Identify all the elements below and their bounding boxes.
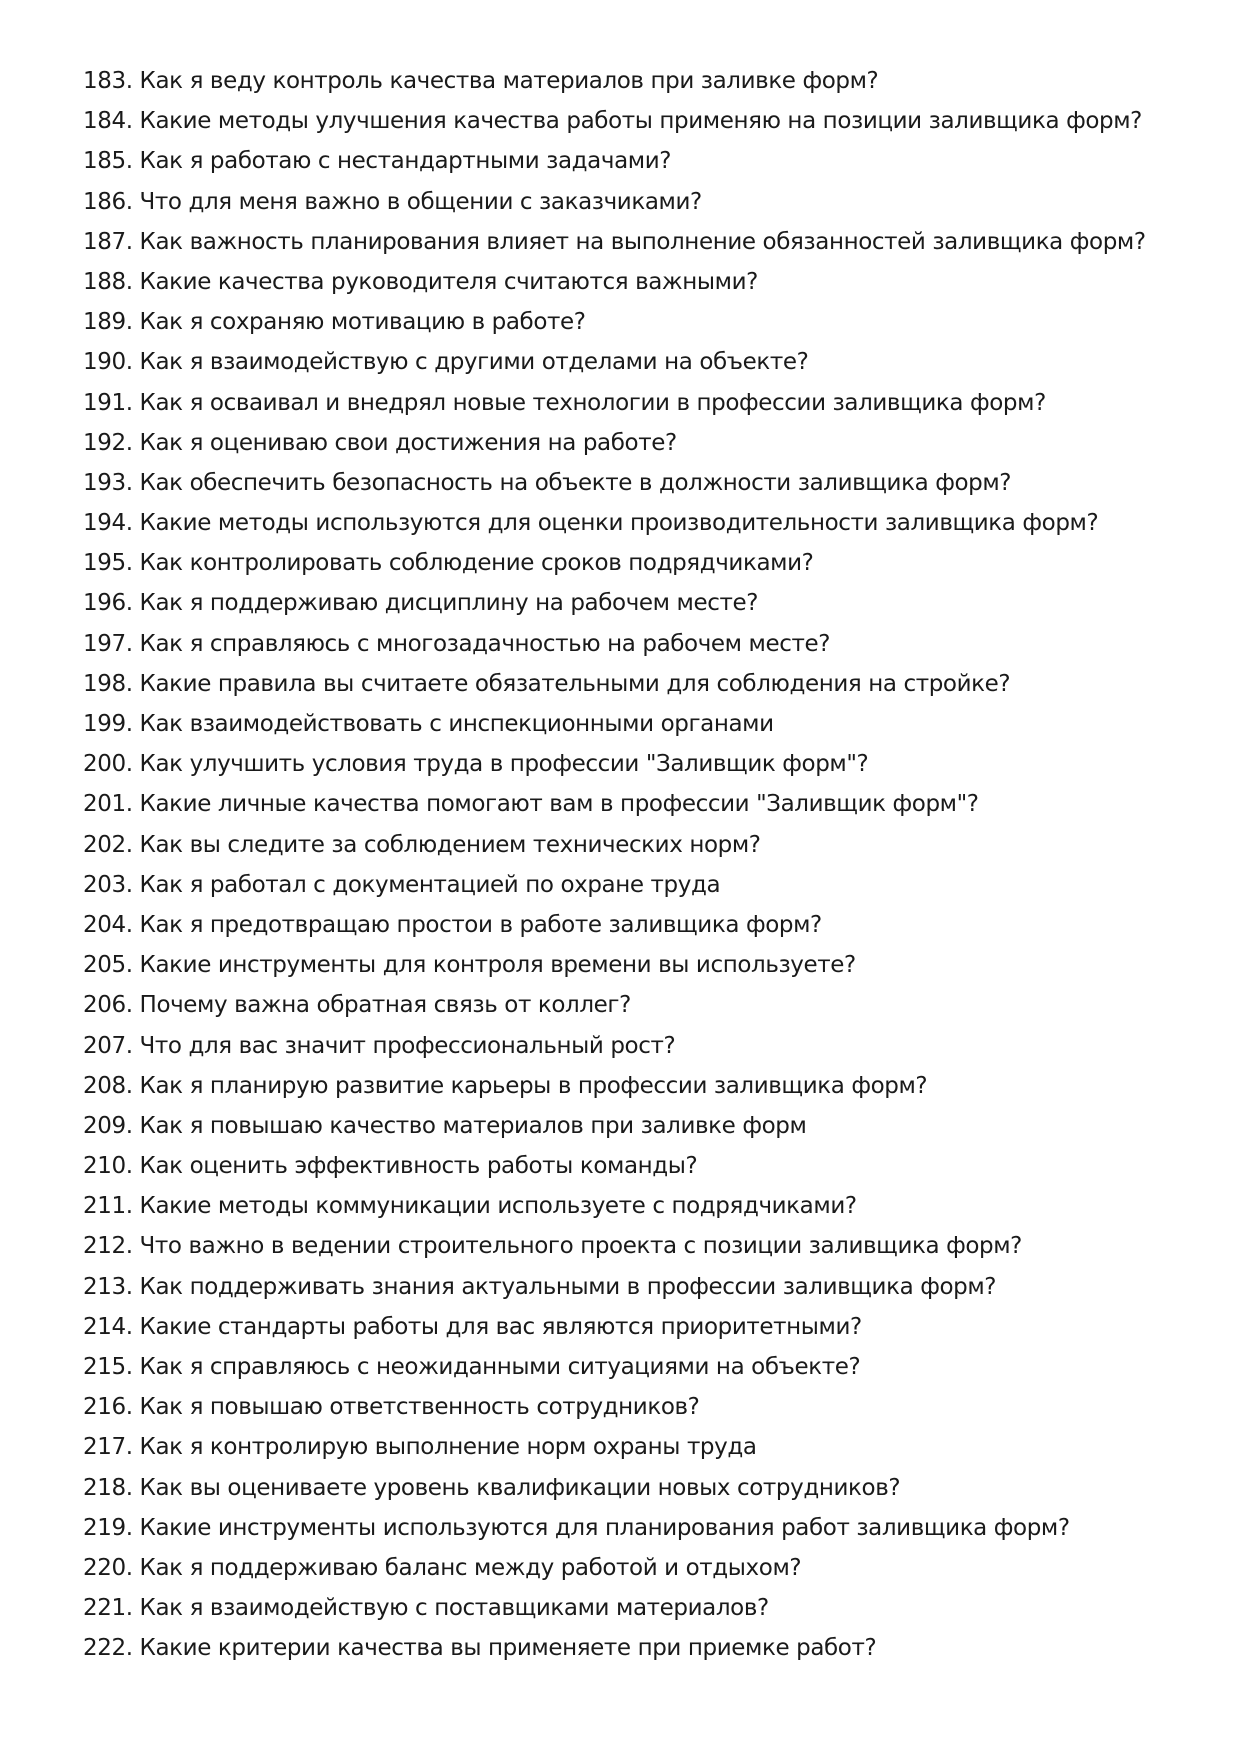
question-number: 221. bbox=[83, 1595, 133, 1622]
question-item bbox=[83, 704, 1203, 744]
question-number: 211. bbox=[83, 1193, 133, 1220]
question-text: Как вы следите за соблюдением технических норм? bbox=[139, 831, 761, 858]
question-text: Как я осваивал и внедрял новые технологии в профессии заливщика форм? bbox=[139, 389, 1046, 416]
question-text: Какие критерии качества вы применяете при приемке работ? bbox=[139, 1635, 877, 1662]
question-number: 184. bbox=[83, 108, 133, 135]
question-number: 199. bbox=[83, 711, 133, 737]
question-number: 202. bbox=[83, 831, 133, 858]
question-text: Что для вас значит профессиональный рост? bbox=[139, 1032, 676, 1059]
question-number: 193. bbox=[83, 469, 133, 496]
question-number: 188. bbox=[83, 268, 133, 295]
question-list bbox=[83, 61, 1203, 1669]
question-item bbox=[83, 61, 1203, 101]
question-item bbox=[83, 1307, 1203, 1347]
question-item bbox=[83, 905, 1203, 945]
question-text: Как я планирую развитие карьеры в профессии заливщика форм? bbox=[139, 1072, 928, 1099]
question-item bbox=[83, 182, 1203, 222]
question-number: 210. bbox=[83, 1153, 133, 1180]
question-text: Как я взаимодействую с поставщиками материалов? bbox=[139, 1595, 769, 1622]
question-item bbox=[83, 664, 1203, 704]
question-text: Какие методы коммуникации используете с подрядчиками? bbox=[139, 1193, 857, 1220]
question-text: Как я взаимодействую с другими отделами на объекте? bbox=[139, 349, 809, 376]
question-item bbox=[83, 1186, 1203, 1226]
question-item bbox=[83, 503, 1203, 543]
question-text: Какие качества руководителя считаются важными? bbox=[139, 268, 758, 295]
question-text: Как я работал с документацией по охране труда bbox=[139, 871, 721, 898]
question-number: 205. bbox=[83, 952, 133, 979]
question-item bbox=[83, 744, 1203, 784]
question-text: Какие инструменты для контроля времени вы используете? bbox=[139, 952, 856, 979]
question-number: 206. bbox=[83, 992, 133, 1019]
question-item bbox=[83, 141, 1203, 181]
question-text: Как поддерживать знания актуальными в профессии заливщика форм? bbox=[139, 1273, 997, 1300]
question-number: 198. bbox=[83, 670, 133, 697]
question-text: Как я справляюсь с многозадачностью на рабочем месте? bbox=[139, 630, 831, 657]
question-text: Как я оцениваю свои достижения на работе? bbox=[139, 429, 677, 456]
question-number: 195. bbox=[83, 550, 133, 577]
question-item bbox=[83, 1146, 1203, 1186]
question-item bbox=[83, 1267, 1203, 1307]
question-text: Как оценить эффективность работы команды? bbox=[139, 1153, 698, 1180]
question-number: 187. bbox=[83, 228, 133, 255]
question-number: 212. bbox=[83, 1233, 133, 1260]
question-text: Как я сохраняю мотивацию в работе? bbox=[139, 309, 586, 336]
question-number: 217. bbox=[83, 1434, 133, 1461]
question-item bbox=[83, 1628, 1203, 1668]
question-text: Как я поддерживаю баланс между работой и отдыхом? bbox=[139, 1554, 802, 1581]
question-item bbox=[83, 342, 1203, 382]
question-text: Что для меня важно в общении с заказчиками? bbox=[139, 188, 702, 215]
question-text: Как я повышаю качество материалов при заливке форм bbox=[139, 1112, 807, 1139]
question-number: 215. bbox=[83, 1354, 133, 1380]
question-item bbox=[83, 222, 1203, 262]
question-number: 189. bbox=[83, 309, 133, 336]
question-text: Какие правила вы считаете обязательными для соблюдения на стройке? bbox=[139, 670, 1011, 697]
question-item bbox=[83, 1508, 1203, 1548]
question-item bbox=[83, 302, 1203, 342]
question-text: Какие методы улучшения качества работы применяю на позиции заливщика форм? bbox=[139, 108, 1142, 135]
question-item bbox=[83, 383, 1203, 423]
question-number: 197. bbox=[83, 630, 133, 657]
question-number: 203. bbox=[83, 871, 133, 898]
question-text: Как важность планирования влияет на выполнение обязанностей заливщика форм? bbox=[139, 228, 1146, 255]
question-number: 219. bbox=[83, 1514, 133, 1541]
question-number: 209. bbox=[83, 1112, 133, 1139]
question-item bbox=[83, 463, 1203, 503]
question-number: 200. bbox=[83, 751, 133, 778]
question-item bbox=[83, 1387, 1203, 1427]
question-item bbox=[83, 1468, 1203, 1508]
question-text: Какие инструменты используются для планирования работ заливщика форм? bbox=[139, 1514, 1070, 1541]
question-text: Как улучшить условия труда в профессии "Заливщик форм"? bbox=[139, 751, 869, 778]
question-item bbox=[83, 1066, 1203, 1106]
question-number: 220. bbox=[83, 1554, 133, 1581]
question-number: 186. bbox=[83, 188, 133, 215]
question-item bbox=[83, 1347, 1203, 1387]
question-text: Как обеспечить безопасность на объекте в должности заливщика форм? bbox=[139, 469, 1012, 496]
question-number: 196. bbox=[83, 590, 133, 617]
question-item bbox=[83, 865, 1203, 905]
question-number: 185. bbox=[83, 148, 133, 175]
question-number: 208. bbox=[83, 1072, 133, 1099]
question-text: Какие личные качества помогают вам в профессии "Заливщик форм"? bbox=[139, 791, 979, 818]
question-number: 191. bbox=[83, 389, 133, 416]
question-item bbox=[83, 423, 1203, 463]
question-number: 192. bbox=[83, 429, 133, 456]
question-item bbox=[83, 784, 1203, 824]
question-text: Что важно в ведении строительного проекта с позиции заливщика форм? bbox=[139, 1233, 1022, 1260]
question-item bbox=[83, 1427, 1203, 1467]
question-number: 216. bbox=[83, 1394, 133, 1421]
question-number: 218. bbox=[83, 1474, 133, 1501]
question-text: Как контролировать соблюдение сроков подрядчиками? bbox=[139, 550, 814, 577]
question-text: Как я контролирую выполнение норм охраны труда bbox=[139, 1434, 757, 1461]
question-item bbox=[83, 1588, 1203, 1628]
question-text: Как взаимодействовать с инспекционными органами bbox=[139, 711, 774, 737]
question-item bbox=[83, 1548, 1203, 1588]
question-item bbox=[83, 101, 1203, 141]
question-item bbox=[83, 624, 1203, 664]
question-number: 204. bbox=[83, 911, 133, 938]
question-item bbox=[83, 583, 1203, 623]
question-number: 201. bbox=[83, 791, 133, 818]
question-text: Как вы оцениваете уровень квалификации новых сотрудников? bbox=[139, 1474, 901, 1501]
question-item bbox=[83, 1226, 1203, 1266]
question-text: Какие методы используются для оценки производительности заливщика форм? bbox=[139, 510, 1099, 537]
question-text: Как я повышаю ответственность сотрудников? bbox=[139, 1394, 700, 1421]
question-number: 213. bbox=[83, 1273, 133, 1300]
question-item bbox=[83, 985, 1203, 1025]
question-item bbox=[83, 1106, 1203, 1146]
question-item bbox=[83, 262, 1203, 302]
question-item bbox=[83, 543, 1203, 583]
question-text: Как я работаю с нестандартными задачами? bbox=[139, 148, 672, 175]
question-number: 214. bbox=[83, 1313, 133, 1340]
question-item bbox=[83, 825, 1203, 865]
question-number: 190. bbox=[83, 349, 133, 376]
question-number: 222. bbox=[83, 1635, 133, 1662]
question-text: Какие стандарты работы для вас являются приоритетными? bbox=[139, 1313, 862, 1340]
question-number: 183. bbox=[83, 68, 133, 94]
question-number: 194. bbox=[83, 510, 133, 537]
question-item bbox=[83, 1026, 1203, 1066]
question-text: Как я поддерживаю дисциплину на рабочем месте? bbox=[139, 590, 759, 617]
question-text: Как я предотвращаю простои в работе заливщика форм? bbox=[139, 911, 822, 938]
question-text: Почему важна обратная связь от коллег? bbox=[139, 992, 631, 1019]
question-item bbox=[83, 945, 1203, 985]
question-text: Как я веду контроль качества материалов при заливке форм? bbox=[139, 68, 879, 94]
question-number: 207. bbox=[83, 1032, 133, 1059]
question-text: Как я справляюсь с неожиданными ситуациями на объекте? bbox=[139, 1354, 861, 1380]
